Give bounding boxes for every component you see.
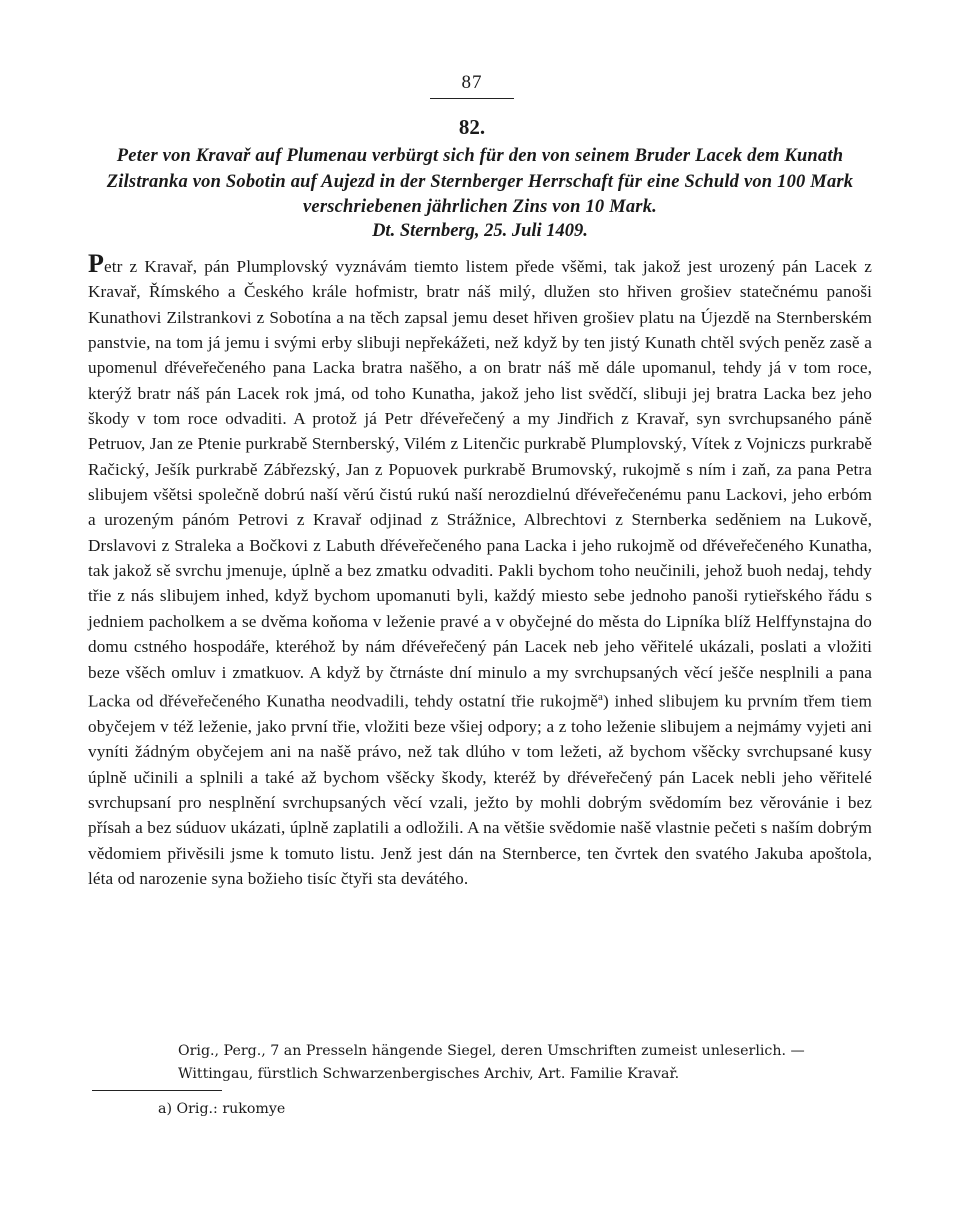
document-body — [88, 251, 872, 891]
body-paragraph — [88, 251, 872, 891]
footnote-marker: a — [598, 690, 604, 703]
page-number-rule — [430, 98, 514, 99]
heading-text: Peter von Kravař auf Plumenau verbürgt sich für den von seinem Bruder Lacek dem Kunath Zilstranka von Sobotin auf Aujezd in der Sternberger Herrschaft für eine Schuld von 100 Mark verschriebenen jährlichen Zins von 10 Mark. — [106, 146, 854, 217]
source-note — [88, 1040, 872, 1086]
source-note-line-2: Wittingau, fürstlich Schwarzenbergisches Archiv, Art. Familie Kravař. — [178, 1066, 680, 1082]
source-note-line-1: Orig., Perg., 7 an Presseln hängende Siegel, deren Umschriften zumeist unleserlich. — — [178, 1043, 805, 1059]
footnote-rule — [92, 1090, 222, 1091]
document-heading — [88, 144, 872, 221]
footnote: a) Orig.: rukomye — [158, 1101, 286, 1117]
drop-initial: P — [88, 249, 104, 278]
dateline: Dt. Sternberg, 25. Juli 1409. — [372, 221, 588, 241]
body-text-continued: ) inhed slibujem ku prvním třem tiem obyčejem v též leženie, jako první třie, vložiti beze všiej odpory; a z toho leženie slibujem a nejmámy vyjeti ani vyníti žádným obyčejem ani na našě právo, než tak dlúho v tom ležeti, až bychom všěcky svrchupsané kusy úplně učinili a splnili a také až bychom všěcky škody, kteréž by dřéveřečený pán Lacek nebli jeho věřitelé svrchupsaní pro nesplnění svrchupsaných věcí vzali, ježto by mohli dobrým svědomím bez věrovánie i bez přísah a bez súduov ukázati, úplně zaplatili a odložili. A na většie svědomie našě vlastnie pečeti s naším dobrým vědomiem přivěsili jsme k tomuto listu. Jenž jest dán na Sternberce, ten čvrtek den svatého Jakuba apoštola, léta od narozenie syna božieho tisíc čtyři sta devátého. — [88, 691, 873, 888]
body-text-main: etr z Kravař, pán Plumplovský vyznávám tiemto listem přede všěmi, tak jakož jest urozený pán Lacek z Kravař, Římského a Českého krále hofmistr, bratr náš milý, dlužen sto hřiven grošiev statečnému panoši Kunathovi Zilstrankovi z Sobotína a na těch zapsal jemu deset hřiven grošiev platu na Újezdě na Sternberském panstvie, na tom já jemu i svými erby slibuji nepřekážeti, než když by ten jistý Kunath chtěl svých peněz zasě a upomenul dřéveřečeného pana Lacka bratra našěho, a on bratr náš mě dále upomanul, tehdy já v tom roce, kterýž bratr náš pán Lacek rok jmá, od toho Kunatha, jakož jeho list svědčí, slibuji jej bratra Lacka bez jeho škody v tom roce odvaditi. A protož já Petr dřéveřečený a my Jindřich z Kravař, syn svrchupsaného páně Petruov, Jan ze Ptenie purkrabě Sternberský, Vilém z Litenčic purkrabě Plumplovský, Vítek z Vojniczs purkrabě Račický, Ješík purkrabě Zábřezský, Jan z Popuovek purkrabě Brumovský, rukojmě s ním i zaň, za pana Petra slibujem všětsi společně dobrú naší věrú čistú rukú naší nerozdielnú dřéveřečenému panu Lackovi, jeho erbóm a urozeným pánóm Petrovi z Kravař odjinad z Strážnice, Albrechtovi z Sternberka seděniem na Lukově, Drslavovi z Straleka a Bočkovi z Labuth dřéveřečeného pana Lacka i jeho rukojmě od dřéveřečeného Kunatha, tak jakož sě svrchu jmenuje, úplně a bez zmatku odvaditi. Pakli bychom toho neučinili, jehož buoh nedaj, tehdy třie z nás slibujem inhed, když bychom upomanuti byli, každý miesto sebe jednoho panoši rytieřského řádu s jedniem pacholkem a se dvěma koňoma v leženie pravé a v obyčejné do města do Lipníka blíž Helffynstajna do domu cstného hospodáře, kteréhož by nám dřéveřečený pán Lacek neb jeho věřitelé ukázali, poslati a vložiti beze všěch omluv i zmatkuov. A když by čtrnáste dní minulo a my svrchupsaných věcí ješče nesplnili a pana Lacka od dřéveřečeného Kunatha neodvadili, tehdy ostatní třie rukojmě — [88, 257, 872, 711]
document-number: 82. — [458, 115, 486, 139]
page-number: 87 — [461, 72, 483, 93]
